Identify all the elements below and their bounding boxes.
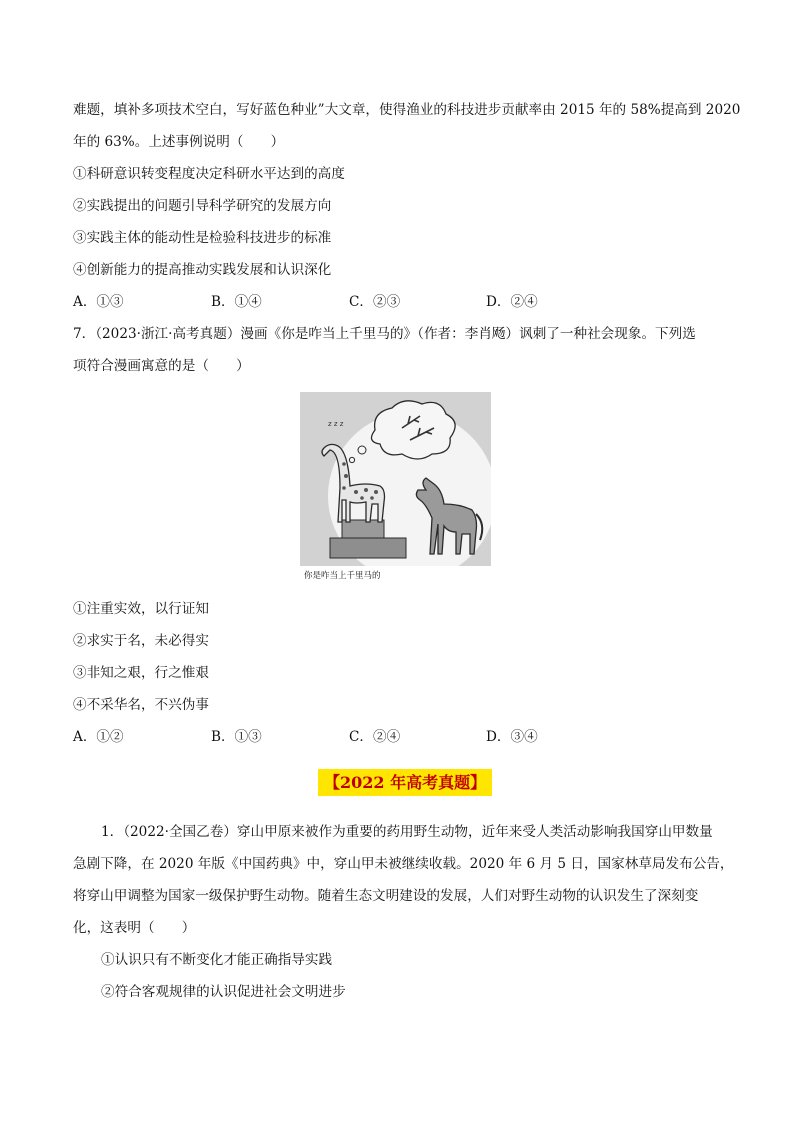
q1-stem-line-2: 急剧下降，在 2020 年版《中国药典》中，穿山甲未被继续收载。2020 年 6 月 5 日，国家林草局发布公告，: [73, 856, 734, 872]
q6-statement-4: ④创新能力的提高推动实践发展和认识深化: [73, 262, 332, 278]
svg-text:z z z: z z z: [328, 420, 344, 428]
q6-option-a: A．①③: [73, 294, 124, 310]
q7-stem-line-1: 7．（2023·浙江·高考真题）漫画《你是咋当上千里马的》（作者：李肖飏）讽刺了一种社会现象。下列选: [73, 326, 696, 342]
cartoon-caption: 你是咋当上千里马的: [304, 571, 381, 581]
q7-statement-2: ②求实于名，未必得实: [73, 633, 209, 649]
q6-statement-1: ①科研意识转变程度决定科研水平达到的高度: [73, 166, 345, 182]
q6-statement-2: ②实践提出的问题引导科学研究的发展方向: [73, 198, 332, 214]
q7-option-a: A．①②: [73, 729, 124, 745]
cartoon-image: [300, 392, 491, 584]
q1-statement-2: ②符合客观规律的认识促进社会文明进步: [101, 984, 346, 1000]
q7-stem-line-2: 项符合漫画寓意的是（ ）: [73, 358, 250, 374]
q6-statement-3: ③实践主体的能动性是检验科技进步的标准: [73, 230, 332, 246]
q7-statement-4: ④不采华名，不兴伪事: [73, 697, 209, 713]
q1-stem-line-4: 化，这表明（ ）: [73, 920, 196, 936]
q7-statement-3: ③非知之艰，行之惟艰: [73, 665, 209, 681]
q7-option-c: C．②④: [349, 729, 401, 745]
q7-option-d: D．③④: [486, 729, 538, 745]
q6-option-b: B．①④: [211, 294, 262, 310]
q6-option-d: D．②④: [486, 294, 538, 310]
q1-statement-1: ①认识只有不断变化才能正确指导实践: [101, 952, 333, 968]
q6-stem-line-1: 难题，填补多项技术空白，写好蓝色种业”大文章，使得渔业的科技进步贡献率由 2015 年的 58%提高到 2020: [73, 102, 741, 118]
section-title: 【2022 年高考真题】: [318, 769, 492, 796]
cartoon-drawing: [300, 392, 491, 584]
q7-option-b: B．①③: [211, 729, 262, 745]
q6-stem-line-2: 年的 63%。上述事例说明（ ）: [73, 134, 285, 150]
q7-statement-1: ①注重实效，以行证知: [73, 601, 209, 617]
q1-stem-line-3: 将穿山甲调整为国家一级保护野生动物。随着生态文明建设的发展，人们对野生动物的认识发生了深刻变: [73, 888, 699, 904]
q6-option-c: C．②③: [349, 294, 401, 310]
q1-stem-line-1: 1．（2022·全国乙卷）穿山甲原来被作为重要的药用野生动物，近年来受人类活动影响我国穿山甲数量: [101, 824, 713, 840]
